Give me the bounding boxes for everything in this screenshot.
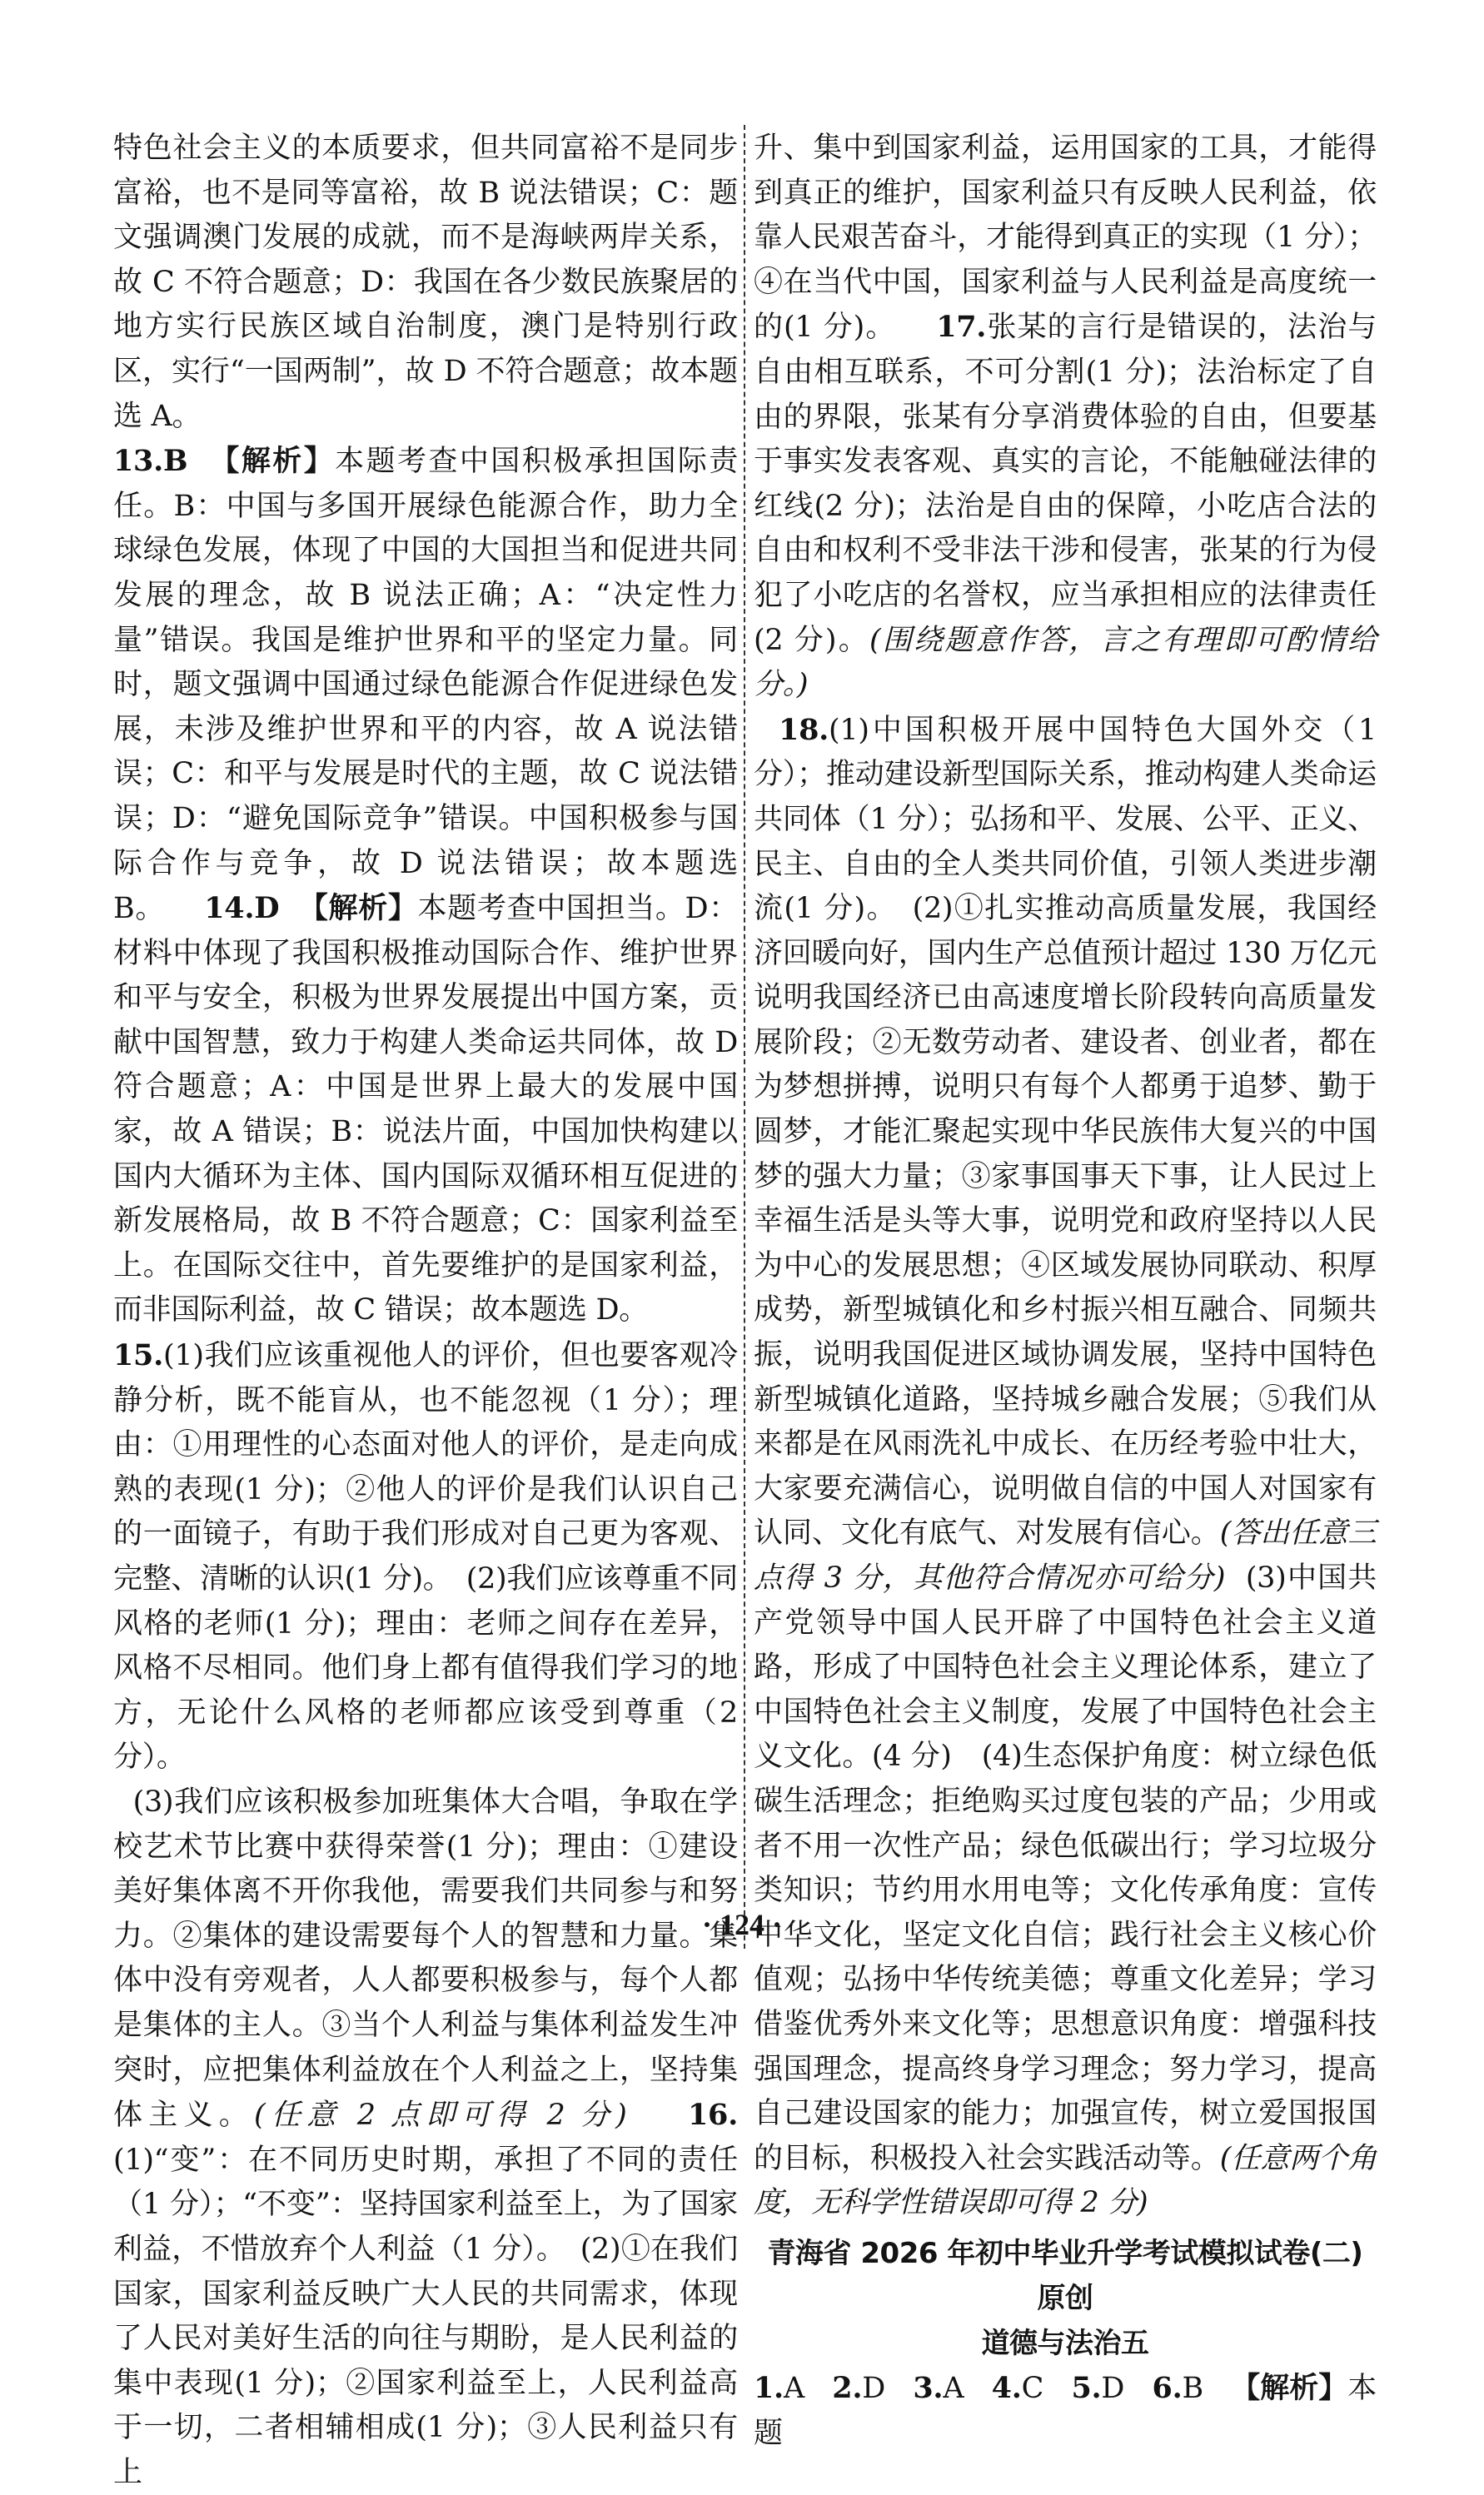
q13-number: 13.B <box>113 444 188 479</box>
q15-text-part2: (3)我们应该积极参加班集体大合唱，争取在学校艺术节比赛中获得荣誉(1 分)；理由：①建设美好集体离不开你我他，需要我们共同参与和努力。②集体的建设需要每个人的智慧和力量。集体中没有旁观者，人人都要积极参与，每个人都是集体的主人。③当个人利益与集体利益发生冲突时，应把集体利益放在个人利益之上，坚持集体主义。 <box>113 1785 738 2133</box>
q15-16-answer <box>113 1780 738 2495</box>
q17-scoring-note: (围绕题意作答，言之有理即可酌情给分。) <box>754 623 1377 702</box>
q15-text-part1: (1)我们应该重视他人的评价，但也要客观冷静分析，既不能盲从，也不能忽视（1 分）；理由：①用理性的心态面对他人的评价，是走向成熟的表现(1 分)；②他人的评价是我们认识自己的一面镜子，有助于我们形成对自己更为客观、完整、清晰的认识(1 分)。 (2)我们应该尊重不同风格的老师(1 分)；理由：老师之间存在差异，风格不尽相同。他们身上都有值得我们学习的地方，无论什么风格的老师都应该受到尊重（2 分）。 <box>113 1339 738 1775</box>
q12-continuation-text: 特色社会主义的本质要求，但共同富裕不是同步富裕，也不是同等富裕，故 B 说法错误；C：题文强调澳门发展的成就，而不是海峡两岸关系，故 C 不符合题意；D：我国在各少数民族聚居的地方实行民族区域自治制度，澳门是特别行政区，实行“一国两制”，故 D 不符合题意；故本题选 A。 <box>113 132 738 433</box>
answer-item: 3.A <box>913 2370 964 2405</box>
q18-text-part2: (3)中国共产党领导中国人民开辟了中国特色社会主义道路，形成了中国特色社会主义理论体系，建立了中国特色社会主义制度，发展了中国特色社会主义文化。(4 分) (4)生态保护角度：树立绿色低碳生活理念；拒绝购买过度包装的产品；少用或者不用一次性产品；绿色低碳出行；学习垃圾分类知识；节约用水用电等；文化传承角度：宣传中华文化，坚定文化自信；践行社会主义核心价值观；弘扬中华传统美德；尊重文化差异；学习借鉴优秀外来文化等；思想意识角度：增强科技强国理念，提高终身学习理念；努力学习，提高自己建设国家的能力；加强宣传，树立爱国报国的目标，积极投入社会实践活动等。 <box>754 1561 1377 2175</box>
q18-scoring-note-1: (答出任意三点得 3 分，其他符合情况亦可给分) <box>754 1516 1377 1595</box>
q18-scoring-note-2: (任意两个角度，无科学性错误即可得 2 分) <box>754 2141 1377 2220</box>
answer-item: 4.C <box>991 2370 1044 2405</box>
q17-number: 17. <box>936 310 987 345</box>
answer-item: 6.B <box>1152 2370 1203 2405</box>
q12-continuation <box>113 127 738 439</box>
left-column <box>113 127 738 2495</box>
q13-text: 本题考查中国积极承担国际责任。B：中国与多国开展绿色能源合作，助力全球绿色发展，体现了中国的大国担当和促进共同发展的理念，故 B 说法正确；A：“决定性力量”错误。我国是维护世界和平的坚定力量。同时，题文强调中国通过绿色能源合作促进绿色发展，未涉及维护世界和平的内容，故 A 说法错误；C：和平与发展是时代的主题，故 C 说法错误；D：“避免国际竞争”错误。中国积极参与国际合作与竞争，故 D 说法错误；故本题选 B。 <box>113 445 739 926</box>
exam-section-title-line1: 青海省 2026 年初中毕业升学考试模拟试卷(二)原创 <box>767 2236 1363 2315</box>
q16-continuation-text: 升、集中到国家利益，运用国家的工具，才能得到真正的维护，国家利益只有反映人民利益，依靠人民艰苦奋斗，才能得到真正的实现（1 分）；④在当代中国，国家利益与人民利益是高度统一的(1 分)。 <box>754 132 1377 345</box>
answer-item: 2.D <box>832 2370 886 2405</box>
right-column <box>754 127 1377 2456</box>
q6-analysis-tag: 【解析】 <box>1231 2370 1348 2405</box>
choice-answers-row <box>754 2366 1377 2456</box>
exam-section-title <box>754 2231 1377 2366</box>
q16-17-answer <box>754 127 1377 708</box>
q18-text-part1: (1)中国积极开展中国特色大国外交（1 分）；推动建设新型国际关系，推动构建人类命运共同体（1 分）；弘扬和平、发展、公平、正义、民主、自由的全人类共同价值，引领人类进步潮流(1 分)。 (2)①扎实推动高质量发展，我国经济回暖向好，国内生产总值预计超过 130 万亿元说明我国经济已由高速度增长阶段转向高质量发展阶段；②无数劳动者、建设者、创业者，都在为梦想拼搏，说明只有每个人都勇于追梦、勤于圆梦，才能汇聚起实现中华民族伟大复兴的中国梦的强大力量；③家事国事天下事，让人民过上幸福生活是头等大事，说明党和政府坚持以人民为中心的发展思想；④区域发展协同联动、积厚成势，新型城镇化和乡村振兴相互融合、同频共振，说明我国促进区域协调发展，坚持中国特色新型城镇化道路，坚持城乡融合发展；⑤我们从来都是在风雨洗礼中成长、在历经考验中壮大，大家要充满信心，说明做自信的中国人对国家有认同、文化有底气、对发展有信心。 <box>754 713 1377 1551</box>
q16-text: (1)“变”：在不同历史时期，承担了不同的责任（1 分）；“不变”：坚持国家利益至上，为了国家利益，不惜放弃个人利益（1 分）。 (2)①在我们国家，国家利益反映广大人民的共同需求，体现了人民对美好生活的向往与期盼，是人民利益的集中表现(1 分)；②国家利益至上，人民利益高于一切，二者相辅相成(1 分)；③人民利益只有上 <box>113 2143 738 2489</box>
q14-analysis-tag: 【解析】 <box>298 891 418 926</box>
answer-item: 5.D <box>1071 2370 1125 2405</box>
q18-number: 18. <box>779 712 829 747</box>
q13-analysis-tag: 【解析】 <box>210 444 336 479</box>
q13-q14-answer <box>113 439 738 1333</box>
answer-item: 1.A <box>754 2370 804 2405</box>
q15-answer <box>113 1333 738 1780</box>
q15-scoring-note: (任意 2 点即可得 2 分) <box>254 2099 627 2133</box>
column-divider <box>744 125 745 1949</box>
q16-number: 16. <box>688 2098 738 2133</box>
page-number: · 124 · <box>701 1908 782 1941</box>
q14-text: 本题考查中国担当。D：材料中体现了我国积极推动国际合作、维护世界和平与安全，积极为世界发展提出中国方案，贡献中国智慧，致力于构建人类命运共同体，故 D 符合题意；A：中国是世界上最大的发展中国家，故 A 错误；B：说法片面，中国加快构建以国内大循环为主体、国内国际双循环相互促进的新发展格局，故 B 不符合题意；C：国家利益至上。在国际交往中，首先要维护的是国家利益，而非国际利益，故 C 错误；故本题选 D。 <box>113 892 738 1327</box>
q14-number: 14.D <box>204 891 280 926</box>
exam-section-title-line2: 道德与法治五 <box>981 2326 1149 2360</box>
q17-text: 张某的言行是错误的，法治与自由相互联系，不可分割(1 分)；法治标定了自由的界限，张某有分享消费体验的自由，但要基于事实发表客观、真实的言论，不能触碰法律的红线(2 分)；法治是自由的保障，小吃店合法的自由和权利不受非法干涉和侵害，张某的行为侵犯了小吃店的名誉权，应当承担相应的法律责任(2 分)。 <box>754 311 1377 657</box>
q15-number: 15. <box>113 1338 163 1373</box>
q18-answer <box>754 708 1377 2226</box>
q6-text: 本题 <box>754 2371 1377 2450</box>
